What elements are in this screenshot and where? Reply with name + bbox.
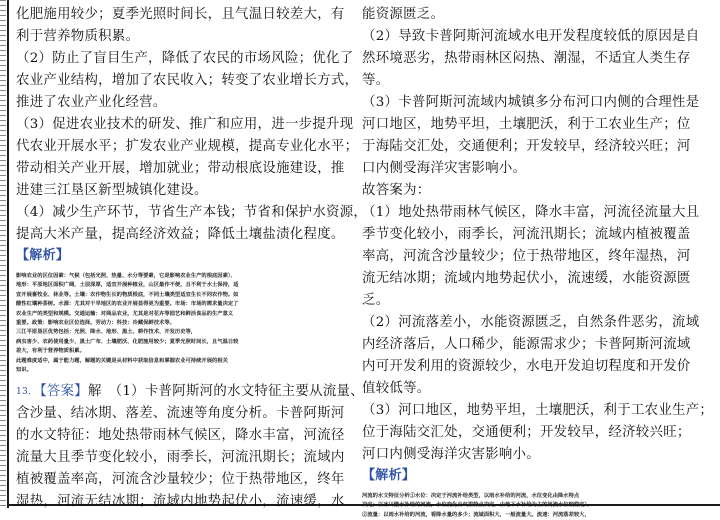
analysis-heading: 【解析】 [362, 468, 416, 483]
text-line: 然环境恶劣，热带雨林区闷热、潮湿，不适宜人类生存 [362, 51, 691, 66]
text-line: 的水文特征：地处热带雨林气候区，降水丰富，河流径 [16, 428, 345, 444]
left-column [16, 4, 368, 510]
text-line: 值较低等。 [362, 381, 431, 396]
text-line: 农业产业结构，增加了农民收入；转变了农业增长方式， [16, 73, 359, 88]
text-line: （1）地处热带雨林气候区，降水丰富，河流径流量大且 [362, 205, 700, 220]
text-line: 口内侧受海洋灾害影响小。 [362, 161, 527, 176]
small-note-line: 地形：平原地区面积广阔，土层深厚，适宜开展种植业，山区最作不便，且不利于水土保持，适 [16, 282, 239, 289]
text-line: 流无结冰期；流域内地势起伏小，流速缓，水能资源匮 [362, 271, 691, 286]
analysis-heading: 【解析】 [16, 248, 70, 263]
question-number: 13. [16, 387, 32, 398]
text-line: （2）防止了盲目生产，降低了农民的市场风险；优化了 [16, 51, 354, 66]
small-note-line: 河流的水文特征分析①水位：决定于河流补给类型，以雨水补给的河流，水位变化由降水特点 [362, 493, 580, 499]
text-line: 内可开发利用的资源较少，水电开发迫切程度和开发价 [362, 359, 691, 374]
small-note-line: 三江平原垦区优势包括：光照、降水、地形、黑土、耕作技术、开发历史等， [16, 329, 197, 336]
text-line: 流量大且季节变化较小，雨季长，河流汛期长；流域内 [16, 450, 345, 466]
text-line: 利于营养物质积累。 [16, 29, 140, 44]
small-note-line: 农业生产的类型和规模。交通运输：对商品农业，尤其是对花卉等园艺和鲜活食品的生产意义 [16, 310, 234, 317]
text-line: （3）河口地区，地势平坦，土壤肥沃，利于工农业生产； [362, 403, 714, 418]
text-line: （3）促进农业技术的研发、推广和应用，进一步提升现 [16, 117, 354, 132]
small-note-line: 此题难度适中，属于能力题，解题的关键是从材料中获取信息和掌握农业可持续开展的相关 [16, 357, 228, 364]
text-line: 湿热，河流无结冰期；流域内地势起伏小，流速缓，水 [16, 494, 345, 510]
small-note-line: 知识。 [16, 366, 32, 373]
text-line: 带动相关产业开展，增加就业；带动根底设施建设，推 [16, 161, 345, 176]
text-line: 率高，河流含沙量较少；位于热带地区，终年湿热，河 [362, 249, 691, 264]
text-line: （4）减少生产环节，节省生产本钱；节省和保护水资源， [16, 205, 368, 220]
text-line: 化肥施用较少；夏季光照时间长，且气温日较差大，有 [16, 7, 345, 22]
question-13-first-line [16, 381, 364, 403]
small-note-line: 酸性红壤种茶树。水源：尤其对干旱地区的农业开展显得更为重要。市场：市场的需求量决定了 [16, 301, 239, 308]
text-line: 解 （1）卡普阿斯河的水文特征主要从流量、 [87, 384, 364, 400]
small-note-line: 宜开展畜牧业、林业等。土壤：农作物生长的物质根底，不同土壤类型适宜生长不同农作物。如 [16, 291, 239, 298]
text-line: 内经济落后，人口稀少，能源需求少；卡普阿斯河流域 [362, 337, 691, 352]
small-note-line: 重要。政策：影响农业区位选择。劳动力：科技：冷藏保鲜技术等。 [16, 319, 175, 326]
text-line: 植被覆盖率高，河流含沙量较少；位于热带地区，终年 [16, 472, 345, 488]
text-line: （2）河流落差小，水能资源匮乏，自然条件恶劣，流域 [362, 315, 700, 330]
small-note-line: 差大，有利于营养物质积累。 [16, 348, 85, 355]
text-line: 能资源匮乏。 [362, 7, 445, 22]
small-note-line: 影响农业的区位因素：气候（包括光照、热量、水分等要素，它是影响农业生产的根底因素）、 [16, 273, 236, 279]
text-line: 提高大米产量，提高经济效益；降低土壤盐渍化程度。 [16, 227, 345, 242]
small-note-line: 决定；以冰川融水补给的河流，水位变化由气温特点决定。由地下水补给为主的河流水位较稳定）。 [362, 502, 593, 509]
text-line: （3）卡普阿斯河流域内城镇多分布河口内侧的合理性是 [362, 95, 700, 110]
binding-dots [0, 0, 6, 508]
text-line: 位于海陆交汇处，交通便利；开发较早，经济较兴旺； [362, 425, 691, 440]
left-border-line [7, 0, 9, 508]
text-line: 季节变化较小，雨季长，河流汛期长；流域内植被覆盖 [362, 227, 691, 242]
text-line: 等。 [362, 73, 390, 88]
text-line: 于海陆交汇处，交通便利；开发较早，经济较兴旺；河 [362, 139, 691, 154]
text-line: 故答案为： [362, 183, 431, 198]
right-column [362, 4, 714, 518]
text-line: （2）导致卡普阿斯河流域水电开发程度较低的原因是自 [362, 29, 700, 44]
small-note-line: ②流量：以雨水补给的河流，看降水量的多少；流域面积大，一般流量大。流速：河流落差较大， [362, 511, 590, 518]
text-line: 乏。 [362, 293, 390, 308]
text-line: 代农业开展水平；扩发农业产业规模，提高专业化水平； [16, 139, 359, 154]
answer-tag: 【答案】 [33, 384, 88, 400]
small-note-line: 病虫害少、农药使用量少、黑土广布、土壤肥沃、化肥施用较少；夏季光照时间长，且气温日较 [16, 338, 239, 345]
text-line: 河口地区，地势平坦，土壤肥沃，利于工农业生产；位 [362, 117, 691, 132]
text-line: 含沙量、结冰期、落差、流速等角度分析。卡普阿斯河 [16, 406, 345, 422]
text-line: 推进了农业产业化经营。 [16, 95, 167, 110]
text-line: 河口内侧受海洋灾害影响小。 [362, 447, 540, 462]
text-line: 进建三江垦区新型城镇化建设。 [16, 183, 208, 198]
